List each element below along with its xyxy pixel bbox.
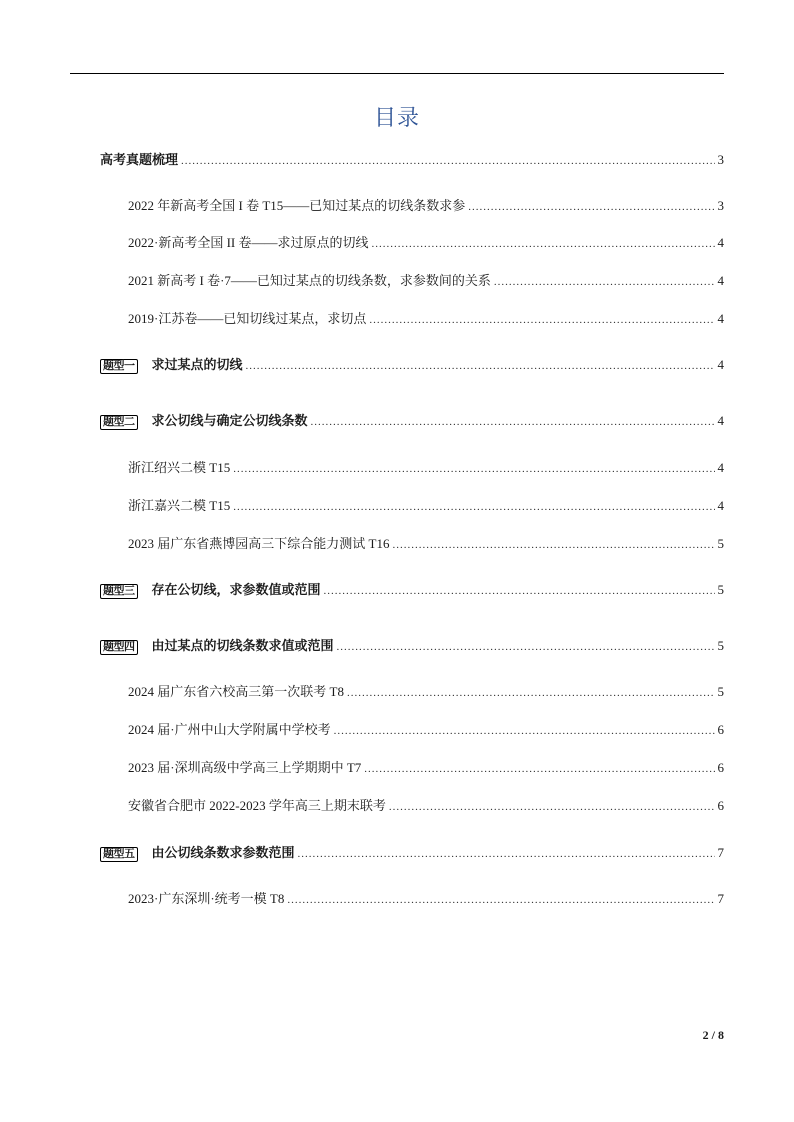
toc-page-number: 4 [717, 460, 724, 475]
toc-entry-label: 安徽省合肥市 2022-2023 学年高三上期末联考 [128, 798, 386, 813]
dot-leader [324, 581, 715, 601]
page-indicator: 2 / 8 [702, 1028, 724, 1042]
dot-leader [494, 272, 715, 292]
header-rule [70, 73, 724, 74]
toc-page-number: 4 [717, 273, 724, 288]
toc-entry-label: 求过某点的切线 [151, 357, 243, 372]
toc-entry-label: 浙江嘉兴二模 T15 [128, 498, 231, 513]
toc-entry[interactable] [128, 458, 724, 478]
toc-entry[interactable] [128, 720, 724, 740]
dot-leader [246, 356, 715, 376]
dot-leader [347, 683, 715, 703]
dot-leader [389, 797, 715, 817]
page-title: 目录 [373, 105, 420, 130]
toc-entry[interactable] [100, 843, 724, 863]
toc-entry[interactable] [100, 580, 724, 600]
toc-entry[interactable] [128, 271, 724, 291]
toc-entry[interactable] [128, 233, 724, 253]
toc-entry-label: 2024 届·广州中山大学附属中学校考 [128, 722, 331, 737]
dot-leader [181, 151, 714, 171]
toc-entry-label: 2021 新高考 I 卷·7——已知过某点的切线条数，求参数间的关系 [128, 273, 491, 288]
dot-leader [468, 197, 714, 217]
toc-entry[interactable] [128, 796, 724, 816]
toc-page-number: 5 [717, 582, 724, 597]
toc-entry[interactable] [100, 355, 724, 375]
toc-entry-label: 浙江绍兴二模 T15 [128, 460, 231, 475]
toc-entry-label: 由公切线条数求参数范围 [151, 845, 295, 860]
toc-page-number: 6 [717, 798, 724, 813]
toc-page-number: 7 [717, 891, 724, 906]
question-type-badge: 题型三 [100, 584, 138, 599]
dot-leader [369, 310, 714, 330]
toc-page-number: 5 [717, 536, 724, 551]
toc-entry-label: 2019·江苏卷——已知切线过某点，求切点 [128, 311, 367, 326]
toc-entry-label: 由过某点的切线条数求值或范围 [151, 638, 334, 653]
toc-page-number: 3 [717, 198, 724, 213]
toc-entry[interactable] [128, 309, 724, 329]
toc-entry[interactable] [128, 196, 724, 216]
toc-entry-label: 2023 届·深圳高级中学高三上学期期中 T7 [128, 760, 362, 775]
dot-leader [334, 721, 715, 741]
toc-page-number: 4 [717, 413, 724, 428]
toc-entry-label: 高考真题梳理 [100, 152, 179, 167]
toc-entry-label: 2023·广东深圳·统考一模 T8 [128, 891, 285, 906]
toc-page-number: 5 [717, 684, 724, 699]
toc-page-number: 3 [717, 152, 724, 167]
toc-entry-label: 存在公切线，求参数值或范围 [151, 582, 321, 597]
toc-page-number: 7 [717, 845, 724, 860]
toc-entry[interactable] [100, 636, 724, 656]
toc-entry[interactable] [128, 534, 724, 554]
dot-leader [298, 844, 715, 864]
dot-leader [392, 535, 714, 555]
toc-entry-label: 求公切线与确定公切线条数 [151, 413, 308, 428]
toc-entry[interactable] [128, 682, 724, 702]
dot-leader [364, 759, 714, 779]
dot-leader [287, 890, 714, 910]
dot-leader [337, 637, 715, 657]
toc-entry[interactable] [128, 496, 724, 516]
toc-page-number: 4 [717, 235, 724, 250]
toc-page-number: 4 [717, 357, 724, 372]
question-type-badge: 题型一 [100, 359, 138, 374]
dot-leader [233, 497, 714, 517]
toc-entry[interactable] [128, 889, 724, 909]
toc-entry[interactable] [128, 758, 724, 778]
toc-page-number: 4 [717, 498, 724, 513]
toc-entry[interactable] [100, 150, 724, 170]
toc-entry[interactable] [100, 411, 724, 431]
toc-entry-label: 2023 届广东省燕博园高三下综合能力测试 T16 [128, 536, 390, 551]
toc-entry-label: 2022·新高考全国 II 卷——求过原点的切线 [128, 235, 369, 250]
toc-entry-label: 2022 年新高考全国 I 卷 T15——已知过某点的切线条数求参 [128, 198, 466, 213]
dot-leader [233, 459, 714, 479]
question-type-badge: 题型二 [100, 415, 138, 430]
toc-entry-label: 2024 届广东省六校高三第一次联考 T8 [128, 684, 344, 699]
toc-page-number: 6 [717, 722, 724, 737]
toc-page-number: 6 [717, 760, 724, 775]
toc-page-number: 4 [717, 311, 724, 326]
dot-leader [372, 234, 715, 254]
dot-leader [311, 412, 715, 432]
question-type-badge: 题型四 [100, 640, 138, 655]
toc-page-number: 5 [717, 638, 724, 653]
question-type-badge: 题型五 [100, 847, 138, 862]
